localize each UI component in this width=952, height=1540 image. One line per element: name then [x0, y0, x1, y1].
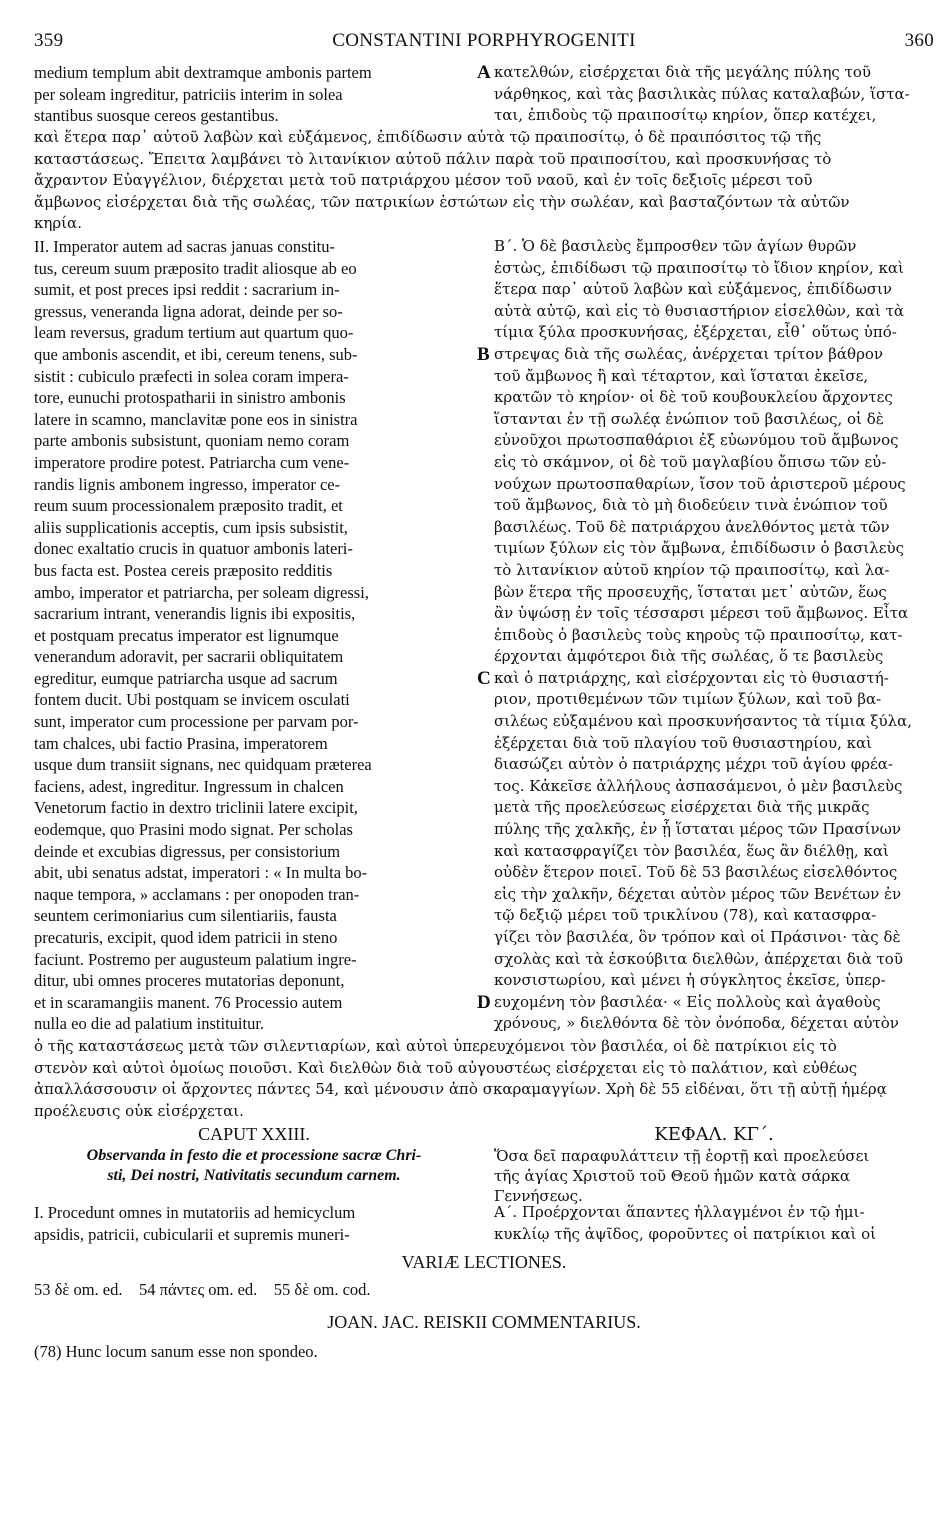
text-line: καὶ ὁ πατριάρχης, καὶ εἰσέρχονται εἰς τὸ θυσιαστή- [494, 668, 889, 687]
text-line: νάρθηκος, καὶ τὰς βασιλικὰς πύλας καταλαβών, ἵστα- [494, 84, 910, 103]
text-line: leam reversus, gradum tertium aut quartum quo- [34, 323, 354, 343]
text-line: μετὰ τῆς προελεύσεως εἰσέρχεται διὰ τῆς μικρᾶς [494, 798, 870, 817]
margin-marker-d: D [477, 992, 491, 1013]
greek-fullwidth-bottom [34, 1036, 934, 1122]
text-line: ἄμβωνος εἰσέρχεται διὰ τῆς σωλέας, τῶν πατρικίων ἑστώτων εἰς τὴν σωλέαν, καὶ βασταζόντων τὰ αὐτῶν [34, 192, 850, 211]
text-line: τῷ δεξιῷ μέρει τοῦ τρικλίνου (78), καὶ κατασφρα- [494, 906, 877, 925]
caput-latin-subtitle [34, 1146, 474, 1186]
text-line: Venetorum factio in dextro triclinii latere excipit, [34, 798, 358, 818]
text-line: προέλευσις οὐκ εἰσέρχεται. [34, 1101, 244, 1120]
text-line: καὶ κατασφραγίζει τὸν βασιλέα, ἕως ἂν διέλθῃ, καὶ [494, 841, 889, 860]
text-line: ριον, προτιθεμένων τῶν τιμίων ξύλων, καὶ τοῦ βα- [494, 690, 882, 709]
text-line: πύλης τῆς χαλκῆς, ἐν ᾗ ἵσταται μέρος τῶν Πρασίνων [494, 820, 902, 839]
text-line: usque dum transiit signans, nec quidquam præterea [34, 755, 372, 775]
text-line: κατελθών, εἰσέρχεται διὰ τῆς μεγάλης πύλης τοῦ [494, 63, 872, 81]
text-line: seuntem cerimoniarius cum silentiariis, fausta [34, 906, 337, 926]
text-line: ευχομένη τὸν βασιλέα· « Εἰς πολλοὺς καὶ ἀγαθοὺς [494, 992, 881, 1011]
text-line: et postquam precatus imperator est lignumque [34, 625, 339, 645]
greek-fullwidth-top [34, 127, 934, 235]
text-line: et in scaramangiis manent. 76 Processio autem [34, 992, 343, 1012]
text-line: donec exaltatio crucis in quatuor ambonis lateri- [34, 539, 353, 559]
text-line: τιμίων ξύλων εἰς τὸν ἄμβωνα, ἐπιδίδωσιν ὁ βασιλεὺς [494, 539, 905, 558]
text-line: naque tempora, » acclamans : per onopoden tran- [34, 884, 360, 904]
text-line: ὁ τῆς καταστάσεως μετὰ τῶν σιλεντιαρίων, καὶ αὐτοὶ ὑπερευχόμενοι τὸν βασιλέα, οἱ δὲ πατρίκιοι εἰς τὸ [34, 1037, 837, 1055]
text-line: gressus, veneranda ligna adorat, deinde per so- [34, 301, 343, 321]
text-line: faciens, adest, ingreditur. Ingressum in chalcen [34, 776, 344, 796]
text-line: bus facta est. Postea cereis præposito redditis [34, 560, 333, 580]
text-line: αὐτὰ αὐτῷ, καὶ εἰς τὸ θυσιαστήριον εἰσελθὼν, καὶ τὰ [494, 301, 905, 320]
text-line: aliis supplicationis acceptis, cum ipsis subsistit, [34, 517, 348, 537]
text-line: τίμια ξύλα προσκυνήσας, ἐξέρχεται, εἶθ᾽ οὕτως ὑπό- [494, 323, 897, 342]
text-line: deinde et excubias digressus, per consistorium [34, 841, 341, 861]
text-line: egreditur, eumque patriarcha usque ad sacrum [34, 668, 338, 688]
text-line: τος. Κἀκεῖσε ἀλλήλους ἀσπασάμενοι, ὁ μὲν βασιλεὺς [494, 776, 903, 795]
text-line: Observanda in festo die et processione sacræ Chri- [86, 1146, 422, 1164]
text-line: ἵστανται ἐν τῇ σωλέᾳ ἐνώπιον τοῦ βασιλέως, οἱ δὲ [494, 409, 884, 428]
variae-lectiones-text: 53 δὲ om. ed. 54 πάντες om. ed. 55 δὲ om. cod. [34, 1280, 371, 1299]
text-line: sacrarium intrant, venerandis lignis ibi expositis, [34, 604, 356, 624]
text-line: stantibus suosque cereos gestantibus. [34, 106, 279, 126]
text-line: Β΄. Ὁ δὲ βασιλεὺς ἔμπροσθεν τῶν ἁγίων θυρῶν [494, 237, 857, 255]
text-line: sti, Dei nostri, Nativitatis secundum carnem. [107, 1166, 401, 1184]
page-header [34, 30, 934, 62]
text-line: ἂν ὑψώσῃ ἐν τοῖς τέσσαρσι μέρεσι τοῦ ἄμβωνος. Εἶτα [494, 604, 909, 623]
text-line: κυκλίῳ τῆς ἀψῖδος, φοροῦντες οἱ πατρίκιοι καὶ οἱ [494, 1224, 877, 1243]
latin-column-tail [34, 1202, 474, 1245]
text-line: εἰς τὸ σκάμνον, οἱ δὲ τοῦ μαγλαβίου ὄπισω τῶν εὐ- [494, 452, 887, 471]
text-line: κηρία. [34, 214, 82, 233]
text-line: randis lignis ambonem ingresso, imperator ce- [34, 474, 341, 494]
text-line: fontem ducit. Ubi postquam se invicem osculati [34, 690, 350, 710]
text-line: apsidis, patricii, cubicularii et supremis muneri- [34, 1224, 350, 1244]
margin-marker-a: A [477, 62, 491, 83]
text-line: ambo, imperator et patriarcha, per soleam digressi, [34, 582, 369, 602]
text-line: καταστάσεως. Ἔπειτα λαμβάνει τὸ λιτανίκιον αὐτοῦ πάλιν παρὰ τοῦ πραιποσίτου, καὶ προσκυνήσας τὸ [34, 149, 832, 168]
latin-column-top [34, 62, 474, 127]
text-line: abit, ubi senatus adstat, imperatori : « In multa bo- [34, 863, 368, 883]
text-line: faciunt. Postremo per augusteum palatium ingre- [34, 949, 357, 969]
caput-greek-heading: ΚΕΦΑΛ. ΚΓ΄. [654, 1124, 774, 1145]
text-line: ditur, ubi omnes proceres mutatorias deponunt, [34, 971, 345, 991]
variae-lectiones-heading: VARIÆ LECTIONES. [401, 1252, 567, 1272]
text-line: χρόνους, » διελθόντα δὲ τὸν ὀνόποδα, δέχεται αὐτὸν [494, 1014, 899, 1033]
latin-column-main [34, 236, 474, 1035]
text-line: έρχονται ἀμφότεροι διὰ τῆς σωλέας, ὅ τε βασιλεὺς [494, 647, 884, 666]
text-line: γίζει τὸν βασιλέα, ὃν τρόπον καὶ οἱ Πράσινοι· τὰς δὲ [494, 928, 901, 946]
text-line: sumit, et post preces ipsi reddit : sacrarium in- [34, 280, 340, 300]
text-line: τῆς ἁγίας Χριστοῦ τοῦ Θεοῦ ἡμῶν κατὰ σάρκα [494, 1166, 851, 1185]
text-line: ἐπιδοὺς ὁ βασιλεὺς τοὺς κηροὺς τῷ πραιποσίτῳ, κατ- [494, 625, 903, 644]
page-number-right: 360 [904, 30, 934, 51]
text-line: οὐδὲν ἕτερον ποιεῖ. Τοῦ δὲ 53 βασιλέως εἰσελθόντος [494, 863, 898, 882]
document-page [34, 30, 934, 1361]
text-line: venerandum adoravit, per sacrarii obliquitatem [34, 647, 344, 667]
text-line: τοῦ ἄμβωνος ἢ καὶ τέταρτον, καὶ ἵσταται ἐκεῖσε, [494, 366, 869, 385]
text-line: latere in scamno, manclavitæ pone eos in sinistra [34, 409, 358, 429]
text-line: medium templum abit dextramque ambonis partem [34, 63, 372, 82]
text-line: sistit : cubiculo præfecti in solea coram impera- [34, 366, 349, 386]
text-line: ἀπαλλάσσουσιν οἱ ἄρχοντες πάντες 54, καὶ μένουσιν ἀπὸ σκαραμαγγίων. Χρὴ δὲ 55 εἰδέναι, ὅτι τῇ αὐτῇ ἡμέρᾳ [34, 1080, 887, 1099]
text-line: nulla eo die ad palatium instituitur. [34, 1014, 265, 1034]
text-line: τὸ λιτανίκιον αὐτοῦ κηρίον τῷ πραιποσίτῳ, καὶ λα- [494, 560, 890, 579]
text-line: ται, ἐπιδοὺς τῷ πραιποσίτῳ κηρίον, ὅπερ κατέχει, [494, 106, 877, 125]
text-line: tam chalces, ubi factio Prasina, imperatorem [34, 733, 328, 753]
text-line: tus, cereum suum præposito tradit aliosque ab eo [34, 258, 357, 278]
greek-column-main [494, 236, 934, 1035]
text-line: Ὅσα δεῖ παραφυλάττειν τῇ ἑορτῇ καὶ προελεύσει [494, 1146, 870, 1165]
caput-greek [494, 1124, 934, 1206]
text-line: eodemque, quo Prasini modo signat. Per scholas [34, 820, 353, 840]
text-line: I. Procedunt omnes in mutatoriis ad hemicyclum [34, 1203, 356, 1222]
commentary-note: (78) Hunc locum sanum esse non spondeo. [34, 1342, 318, 1361]
text-line: εἰς τὴν χαλκῆν, δέχεται αὐτὸν μέρος τῶν Βενέτων ἐν [494, 884, 902, 903]
page-number-left: 359 [34, 30, 64, 51]
text-line: κονσιστωρίου, καὶ μένει ἡ σύγκλητος ἐκεῖσε, ὑπερ- [494, 971, 886, 990]
greek-column-tail [494, 1202, 934, 1245]
text-line: τοῦ ἄμβωνος, διὰ τὸ μὴ διοδεύειν τινὰ ἐνώπιον τοῦ [494, 496, 888, 515]
text-line: precaturis, excipit, quod idem patricii in steno [34, 928, 338, 947]
text-line: parte ambonis subsistunt, quoniam nemo coram [34, 431, 350, 451]
caput-latin-heading: CAPUT XXIII. [198, 1124, 310, 1144]
margin-marker-c: C [477, 668, 491, 689]
margin-marker-b: B [477, 344, 490, 365]
text-line: διασώζει αὐτὸν ὁ πατριάρχης μέχρι τοῦ ἁγίου φρέα- [494, 755, 893, 774]
text-line: tore, eunuchi protospatharii in sinistro ambonis [34, 388, 346, 408]
text-line: imperatore prodire potest. Patriarcha cum vene- [34, 452, 350, 472]
text-line: κρατῶν τὸ κηρίον· οἱ δὲ τοῦ κουβουκλείου ἄρχοντες [494, 388, 893, 407]
text-line: Γεννήσεως. [494, 1186, 583, 1205]
text-line: σχολὰς καὶ τὰ ἐσκούβιτα διελθὼν, ἀπέρχεται διὰ τοῦ [494, 949, 903, 968]
text-line: per soleam ingreditur, patriciis interim in solea [34, 84, 343, 104]
text-line: βασιλέως. Τοῦ δὲ πατριάρχου ἀνελθόντος μετὰ τῶν [494, 517, 890, 536]
text-line: καὶ ἕτερα παρ᾽ αὐτοῦ λαβὼν καὶ εὐξάμενος, ἐπιδίδωσιν αὐτὰ τῷ πραιποσίτῳ, ὁ δὲ πραιπόσιτος τῷ τῆς [34, 128, 822, 146]
text-line: σιλέως εὐξαμένου καὶ προσκυνήσαντος τὰ τίμια ξύλα, [494, 712, 913, 731]
caput-latin [34, 1124, 474, 1186]
greek-column-top [494, 62, 934, 127]
text-line: sunt, imperator cum processione per parvam por- [34, 712, 359, 732]
text-line: στρεψας διὰ τῆς σωλέας, ἀνέρχεται τρίτον βάθρον [494, 344, 884, 363]
text-line: στενὸν καὶ αὐτοὶ ὁμοίως ποιοῦσι. Καὶ διελθὼν διὰ τοῦ αὐγουστέως εἰσέρχεται εἰς τὸ παλάτιον, καὶ εὐθέως [34, 1058, 858, 1077]
commentary-heading: JOAN. JAC. REISKII COMMENTARIUS. [327, 1312, 641, 1332]
text-line: νούχων πρωτοσπαθαρίων, ἴσον τοῦ ἀριστεροῦ μέρους [494, 474, 906, 493]
text-line: II. Imperator autem ad sacras januas constitu- [34, 237, 336, 256]
text-line: ἑστὼς, ἐπιδίδωσι τῷ πραιποσίτῳ τὸ ἴδιον κηρίον, καὶ [494, 258, 904, 277]
text-line: reum suum processionalem præposito tradit, et [34, 496, 343, 516]
text-line: Α΄. Προέρχονται ἅπαντες ἠλλαγμένοι ἐν τῷ ἡμι- [494, 1203, 865, 1221]
text-line: ἕτερα παρ᾽ αὐτοῦ λαβὼν καὶ εὐξάμενος, ἐπιδίδωσιν [494, 280, 893, 299]
text-line: εὐνοῦχοι πρωτοσπαθάριοι ἐξ εὐωνύμου τοῦ ἄμβωνος [494, 431, 899, 450]
caput-greek-subtitle [494, 1146, 934, 1206]
text-line: que ambonis ascendit, et ibi, cereum tenens, sub- [34, 344, 358, 364]
text-line: βὼν ἕτερα τῆς προσευχῆς, ἵσταται μετ᾽ αὐτῶν, ἕως [494, 582, 887, 601]
text-line: ἐξέρχεται διὰ τοῦ πλαγίου τοῦ θυσιαστηρίου, καὶ [494, 733, 873, 752]
running-title: CONSTANTINI PORPHYROGENITI [332, 30, 636, 51]
text-line: ἄχραντον Εὐαγγέλιον, διέρχεται μετὰ τοῦ πατριάρχου μέσον τοῦ ναοῦ, καὶ ἐν τοῖς δεξιοῖς μέρεσι τοῦ [34, 171, 813, 190]
